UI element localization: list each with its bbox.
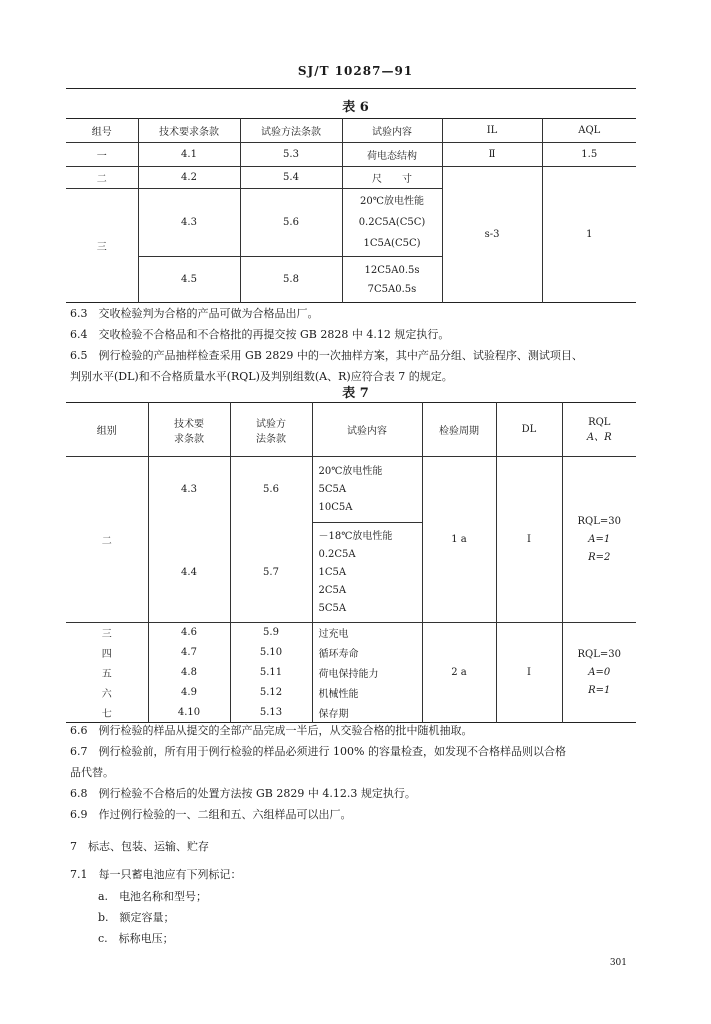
table-cell: 二 [66,167,138,189]
cell-line: 5C5A [318,483,347,495]
table-row [66,167,636,189]
clause-text: 例行检验的样品从提交的全部产品完成一半后，从交验合格的批中随机抽取。 [98,724,473,737]
clause-number: 6.4 [70,328,88,341]
cell-line: 2C5A [318,584,347,596]
table-cell: 4.8 [148,663,230,683]
clause-number: 7.1 [70,868,88,881]
table-cell: 5.13 [230,703,312,723]
table6-header-group: 组号 [66,119,138,143]
clause-number: 6.7 [70,745,88,758]
list-label: c. [98,932,108,945]
table-cell: 2 a [422,623,496,723]
header-line: 求条款 [174,433,204,445]
table-cell: 4.10 [148,703,230,723]
list-text: 额定容量； [119,911,175,924]
clause-text: 例行检验前，所有用于例行检验的样品必须进行 100% 的容量检查，如发现不合格样品则以合格 [98,745,566,758]
cell-line: 1C5A [318,566,347,578]
table-cell: 5.8 [240,257,342,303]
paragraph-7-1 [70,864,640,885]
table-cell: 5.11 [230,663,312,683]
table-cell: 七 [101,708,112,720]
clause-number: 6.6 [70,724,88,737]
list-label: a. [98,890,109,903]
list-text: 电池名称和型号； [119,890,208,903]
list-item [98,886,207,907]
table-cell: Ⅱ [442,143,542,167]
paragraph-6-5 [70,345,640,366]
table-row [66,457,636,523]
table-cell: 三 [96,242,107,253]
table-cell: 1.5 [542,143,636,167]
table-cell: 5.3 [240,143,342,167]
paragraph-6-3 [70,303,640,324]
table-cell: 4.3 [138,189,240,257]
section-7-title: 7 标志、包装、运输、贮存 [70,840,209,853]
table-cell: 4.6 [148,623,230,643]
paragraph-6-7-cont: 品代替。 [70,766,114,779]
table7-header-group: 组别 [66,403,148,457]
clause-text: 每一只蓄电池应有下列标记： [98,868,242,881]
list-item [98,907,175,928]
header-line: A、R [586,431,612,443]
clause-number: 6.9 [70,808,88,821]
table-cell: 一 [66,143,138,167]
paragraphs-6-3-to-6-5 [70,303,640,387]
table7-header-req [148,403,230,457]
table-cell [342,257,442,303]
paragraph-6-5-cont: 判别水平(DL)和不合格质量水平(RQL)及判别组数(A、R)应符合表 7 的规定。 [70,370,453,383]
table7-header-dl: DL [496,403,562,457]
clause-number: 6.5 [70,349,88,362]
clause-text: 例行检验不合格后的处置方法按 GB 2829 中 4.12.3 规定执行。 [98,787,416,800]
table-cell: 4.2 [138,167,240,189]
header-line: 技术要 [174,418,204,430]
cell-line: 0.2C5A(C5C) [358,217,426,228]
table7-header-method [230,403,312,457]
table-cell [312,457,422,523]
table-cell: Ⅰ [496,623,562,723]
table7-header-period: 检验周期 [422,403,496,457]
list-text: 标称电压； [118,932,174,945]
paragraph-6-8 [70,783,640,804]
cell-line: R=1 [588,684,611,696]
paragraph-6-7 [70,741,640,762]
table6-header-req: 技术要求条款 [138,119,240,143]
cell-line: A=0 [588,666,611,678]
table-cell: 二 [101,536,112,547]
paragraph-6-4 [70,324,640,345]
table-cell: 荷电保持能力 [312,663,422,683]
table7-caption: 表 7 [342,386,369,401]
standard-number-header: SJ/T 10287—91 [297,64,414,78]
clause-text: 交收检验不合格品和不合格批的再提交按 GB 2828 中 4.12 规定执行。 [98,328,450,341]
table-cell [312,523,422,623]
table-cell [342,189,442,257]
paragraph-6-9 [70,804,640,825]
table-cell: 五 [101,669,112,680]
table-cell: 机械性能 [312,683,422,703]
cell-line: －18℃放电性能 [318,530,393,542]
table6-header-method: 试验方法条款 [240,119,342,143]
table-cell: 5.12 [230,683,312,703]
table-cell: 4.1 [138,143,240,167]
table-cell: 过充电 [312,623,422,643]
table-cell: 荷电态结构 [342,143,442,167]
cell-line: R=2 [588,551,611,563]
table-cell: 5.6 [240,189,342,257]
header-line: RQL [588,416,611,428]
table-cell: Ⅰ [496,457,562,623]
table6-header-aql: AQL [542,119,636,143]
table-cell: 5.9 [230,623,312,643]
table-cell: 5.7 [230,523,312,623]
table7-header-content: 试验内容 [312,403,422,457]
cell-line: 5C5A [318,602,347,614]
cell-line: 12C5A0.5s [364,264,420,276]
clause-number: 6.8 [70,787,88,800]
table-cell: 四 [101,649,112,660]
table-cell: 4.5 [138,257,240,303]
cell-line: A=1 [588,533,611,545]
table6-header-content: 试验内容 [342,119,442,143]
table7 [66,402,636,723]
table-cell: 三 [66,623,148,643]
table-cell: 尺 寸 [342,167,442,189]
table-cell: 4.4 [148,523,230,623]
paragraph-6-6 [70,720,640,741]
cell-line: 20℃放电性能 [318,465,383,477]
table-cell: 六 [101,689,112,700]
table7-header-rql [562,403,636,457]
list-item [98,928,174,949]
clause-text: 作过例行检验的一、二组和五、六组样品可以出厂。 [98,808,352,821]
table-row [66,143,636,167]
table6 [66,118,636,303]
table-cell: 5.10 [230,643,312,663]
cell-line: 7C5A0.5s [367,283,417,295]
table-row [66,623,636,643]
clause-number: 6.3 [70,307,88,320]
table-cell [562,623,636,723]
header-line: 法条款 [256,433,286,445]
table-cell: 4.9 [148,683,230,703]
table-cell: 5.4 [240,167,342,189]
table6-header-il: IL [442,119,542,143]
cell-line: RQL=30 [577,648,621,660]
cell-line: 0.2C5A [318,548,356,560]
table-cell: 4.7 [148,643,230,663]
table-cell: 1 a [422,457,496,623]
cell-line: 10C5A [318,501,353,513]
table-cell: 4.3 [148,457,230,523]
cell-line: RQL=30 [577,515,621,527]
table-cell: 循环寿命 [312,643,422,663]
table-cell [562,457,636,623]
table6-caption: 表 6 [342,100,369,115]
clause-text: 例行检验的产品抽样检查采用 GB 2829 中的一次抽样方案，其中产品分组、试验程序、测试项目、 [98,349,583,362]
header-line: 试验方 [256,418,286,430]
cell-line: 20℃放电性能 [360,196,424,207]
cell-line: 1C5A(C5C) [363,238,421,249]
table-cell: 5.6 [230,457,312,523]
table-cell: 保存期 [312,703,422,723]
table-cell: 1 [542,167,636,303]
page-number: 301 [609,958,627,968]
list-label: b. [98,911,109,924]
header-rule [66,88,636,89]
table-cell: s-3 [442,167,542,303]
paragraphs-6-6-to-6-9 [70,720,640,825]
clause-text: 交收检验判为合格的产品可做为合格品出厂。 [98,307,319,320]
